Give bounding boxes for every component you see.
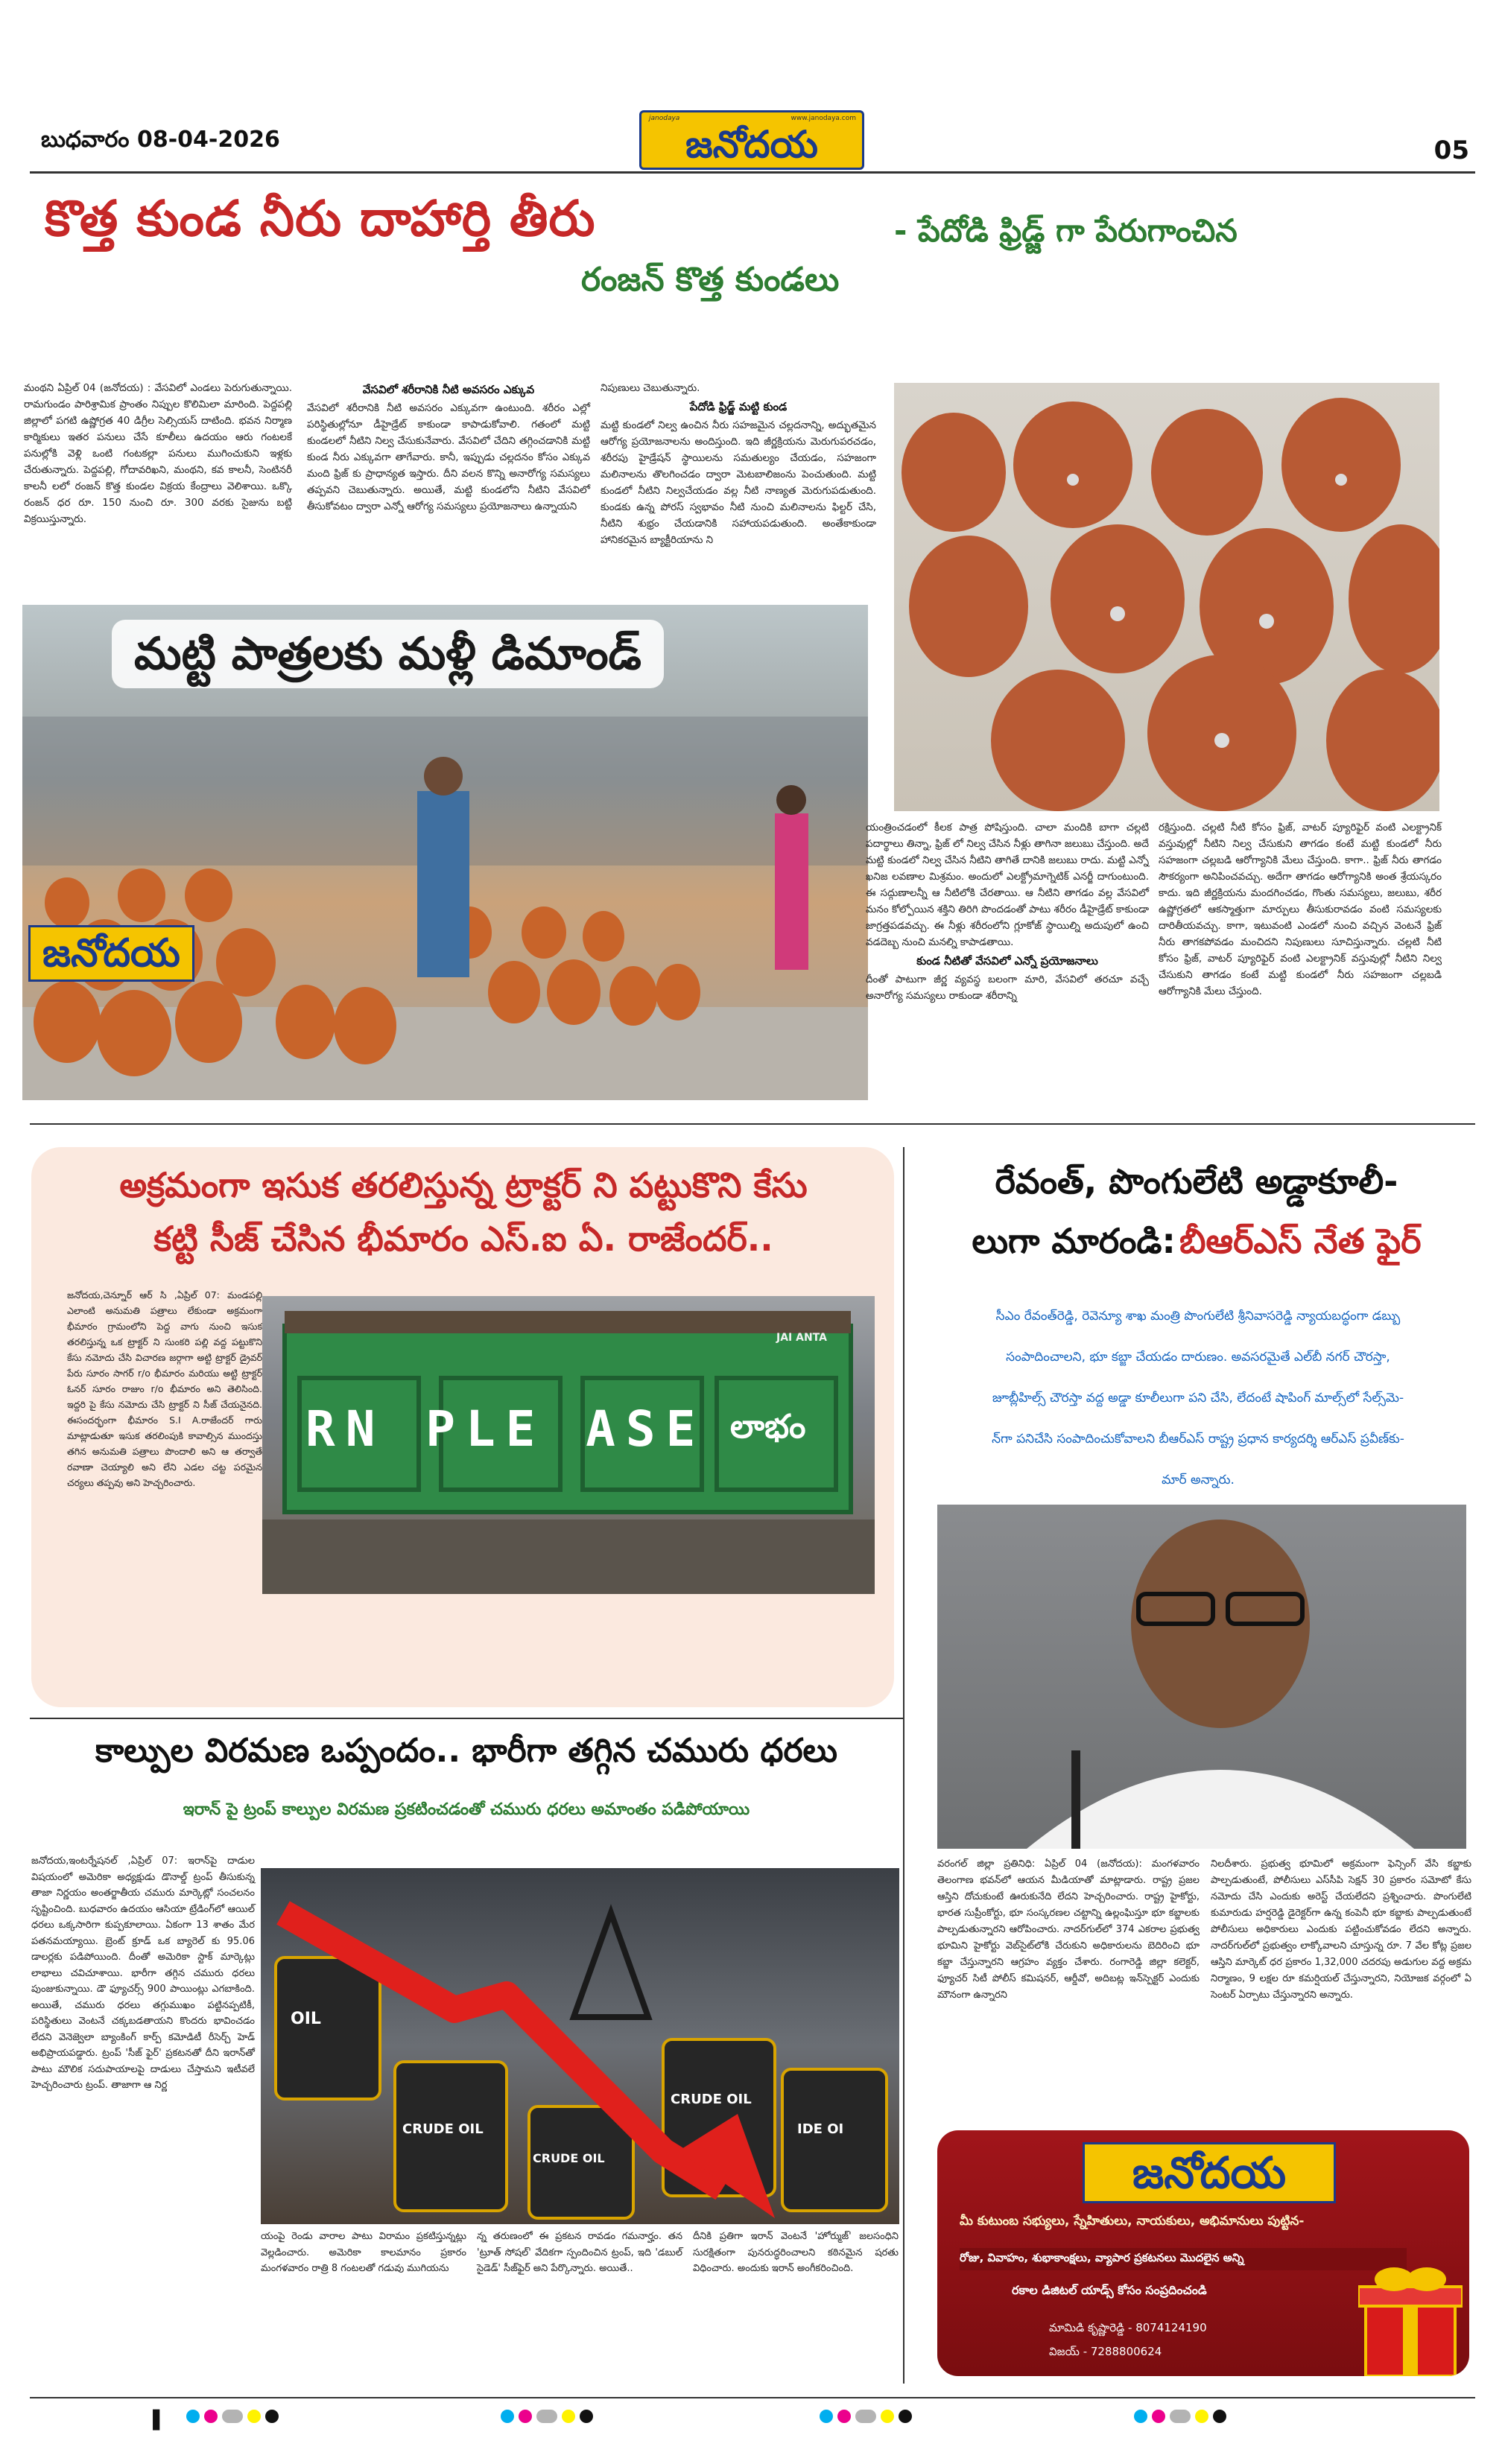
magenta-dot — [204, 2410, 218, 2423]
story1-headline-green-1: - పేదోడి ఫ్రిడ్జ్ గా పేరుగాంచిన — [894, 212, 1238, 249]
story4-col2: యంపై రెండు వారాల పాటు విరామం ప్రకటిస్తున్నట్లు వెల్లడించారు. అమెరికా కాలమానం ప్రకారం మంగళవారం రాత్రి 8 గంటలతో గడువు ముగియను — [261, 2231, 466, 2274]
yellow-dot — [881, 2410, 894, 2423]
story1-col-b2-text: రక్షిస్తుంది. చల్లటి నీటి కోసం ఫ్రిజ్, వాటర్ ప్యూరిఫైర్ వంటి ఎలక్ట్రానిక్ వస్తువుల్లో నీటిని నిల్వ చేసుకుని తాగడం కంటే మట్టి కుండలో నీరు సహజంగా చల్లబడి ఆరోగ్యానికి మేలు చేస్తుంది. కాగా.. ఫ్రిజ్ నీరు తాగడం సౌకర్యంగా అనిపించవచ్చు. అదేగా తాగడం ఆరోగ్యానికి అంత శ్రేయస్కరం కాదు. ఇది జీర్ణక్రియను మందగించడం, గొంతు సమస్యలు, జలుబు, శరీర ఉష్ణోగ్రతలో ఆకస్మాత్తుగా మార్పులు తీసుకురావడం వంటి సమస్యలకు దారితీయవచ్చు. కాగా, ఇటువంటి ఎండలో నుంచి వచ్చిన వెంటనే ఫ్రిజ్ నీరు తాగకపోవడం మంచిదని నిపుణులు సూచిస్తున్నారు. చల్లటి నీటి కోసం ఫ్రిజ్, వాటర్ ప్యూరిఫైర్ వంటి ఎలక్ట్రానిక్ వస్తువుల్లో నీటిని నిల్వ చేసుకుని తాగడం కంటే మట్టి కుండలో నీరు సహజంగా చల్లబడి ఆరోగ్యానికి మేలు చేస్తుంది. — [1159, 822, 1442, 997]
story1-col3-subhead: పేదోడి ఫ్రిడ్జ్ మట్టి కుండ — [689, 400, 788, 413]
story1-col2-subhead: వేసవిలో శరీరానికి నీటి అవసరం ఎక్కువ — [362, 383, 535, 396]
truck-brand: JAI ANTA — [776, 1332, 827, 1344]
black-dot — [265, 2410, 279, 2423]
barrel-label-4: OIL — [291, 2010, 321, 2028]
story1-col-b1-tail: దీంతో పాటుగా జీర్ణ వ్యవస్థ బలంగా మారి, వేసవిలో తరచూ వచ్చే అనారోగ్య సమస్యలు రాకుండా శరీరాన్ని — [866, 974, 1149, 1002]
leader-photo — [937, 1505, 1466, 1849]
barrel-label-2: CRUDE OIL — [671, 2092, 752, 2107]
cyan-dot — [1134, 2410, 1147, 2423]
registration-marks-3 — [820, 2410, 912, 2423]
issue-date: బుధవారం 08-04-2026 — [41, 127, 280, 153]
black-dot — [1213, 2410, 1226, 2423]
cyan-dot — [186, 2410, 200, 2423]
cyan-dot — [820, 2410, 833, 2423]
story1-col1-text: మంథని ఏప్రిల్ 04 (జనోదయ) : వేసవిలో ఎండలు పెరుగుతున్నాయి. రామగుండం పారిశ్రామిక ప్రాంతం నిప్పుల కొలిమిలా మారింది. పెద్దపల్లి జిల్లాలో పగటి ఉష్ణోగ్రత 40 డిగ్రీల సెల్సియస్ దాటింది. భవన నిర్మాణ కార్మికులు ఇతర పనులు చేసే కూలీలు ఉదయం ఆరు గంటలకే పనుల్లోకి వెళ్లి ఒంటి గంటకల్లా పనులు ముగించుకుని ఇళ్లకు చేరుతున్నారు. పెద్దపల్లి, గోదావరిఖని, మంథని, కవ కాలనీ, సెంటినరీ కాలనీ లలో రంజన్ కొత్త కుండల విక్రయ కేంద్రాలు వెలిశాయి. ఒక్కొ రంజన్ ధర రూ. 150 నుంచి రూ. 300 వరకు సైజును బట్టి విక్రయిస్తున్నారు. — [24, 382, 292, 525]
ad-box — [937, 2130, 1469, 2376]
gift-box-icon — [1358, 2257, 1463, 2376]
magenta-dot — [1152, 2410, 1165, 2423]
story1-headline-green-2: రంజన్ కొత్త కుండలు — [581, 261, 840, 299]
story4-subhead: ఇరాన్ పై ట్రంప్ కాల్పుల విరమణ ప్రకటించడంతో చమురు ధరలు అమాంతం పడిపోయాయి — [183, 1800, 750, 1819]
masthead-url: www.janodaya.com — [790, 115, 856, 122]
grey-dot — [222, 2410, 243, 2423]
truck-text: RN PLE ASE — [305, 1400, 706, 1458]
leader-illustration — [937, 1505, 1466, 1849]
story1-col3-text: మట్టి కుండలో నిల్వ ఉంచిన నీరు సహజమైన చల్లదనాన్ని, అద్భుతమైన ఆరోగ్య ప్రయోజనాలను అందిస్తుంది. ఇది జీర్ణక్రియను మెరుగుపరచడం, శరీరపు హైడ్రేషన్ స్థాయిలను సమతుల్యం చేయడం, సహజంగా మలినాలను తొలగించడం ద్వారా మెటబాలిజంను పెంచుతుంది. మట్టి కుండలో నీటిని నిల్వచేయడం వల్ల నీటి నాణ్యత మెరుగుపడుతుంది. కుండకు ఉన్న పోరస్ స్వభావం నీటి నుంచి మలినాలను ఫిల్టర్ చేసి, నీటిని శుభ్రం చేయడానికి సహాయపడుతుంది. అంతేకాకుండా హానికరమైన బ్యాక్టీరియాను ని — [601, 419, 876, 546]
masthead-tag: janodaya — [649, 115, 680, 122]
story1-col2 — [307, 380, 590, 603]
ad-line1: మీ కుటుంబ సభ్యులు, స్నేహితులు, నాయకులు, అభిమానులు పుట్టిన- — [960, 2214, 1305, 2229]
story3-blue-line-2: సంపాదించాలని, భూ కబ్జా చేయడం దారుణం. అవసరమైతే ఎల్‌బీ నగర్ చౌరస్తా, — [1006, 1350, 1390, 1365]
grey-dot — [1170, 2410, 1191, 2423]
story2-body: జనోదయ,చెన్నూర్ ఆర్ సి ,ఏప్రిల్ 07: మండపల్లి ఎలాంటి అనుమతి పత్రాలు లేకుండా అక్రమంగా భీమారం గ్రామంలోని పెద్ద వాగు నుంచి ఇసుక తరలిస్తున్న ఒక ట్రాక్టర్ ని సుంకరి పల్లి వద్ద పట్టుకొని కేసు నమోదు చేసి విచారణ జర్గాగా అట్టి ట్రాక్టర్ డ్రైవర్ పేరు సూరం సాగర్ r/o భీమారం మరియు అట్టి ట్రాక్టర్ ఓనర్ సూరం రాజుం r/o భీమారం అని తెలిసింది. ఇద్దరి పై కేసు నమోదు చేసి ట్రాక్టర్ ని సీజ్ చేయనైనది. ఈసందర్భంగా భీమారం S.I A.రాజేందర్ గారు మాట్లాడుతూ ఇసుక తరలింపుకి కావాల్సిన ముందస్తు తగిన అనుమతి పత్రాలు పొందాలి అని ఆ తర్వాతే రవాణా చెయ్యాలి అని లేని ఎడల చట్ట పరమైన చర్యలు తప్పవు అని హెచ్చరించారు. — [67, 1289, 262, 1488]
registration-marks-2 — [501, 2410, 593, 2423]
story2-headline-1: అక్రమంగా ఇసుక తరలిస్తున్న ట్రాక్టర్ ని పట్టుకొని కేసు — [119, 1165, 808, 1205]
registration-marks-1 — [186, 2410, 279, 2423]
story1-col1 — [24, 380, 292, 603]
truck-side-word: లాభం — [730, 1408, 806, 1446]
story1-col-b1-text: యంత్రించడంలో కీలక పాత్ర పోషిస్తుంది. చాలా మందికి బాగా చల్లటి పదార్థాలు తిన్నా, ఫ్రిజ్ లో నిల్వ చేసిన నీళ్లు తాగినా జలుబు చేస్తుంది. అదే మట్టి కుండలో నిల్వ చేసిన నీటిని తాగితే దానికి జలుబు రాదు. మట్టి ఎన్నో ఖనిజ లవణాల మిశ్రమం. అందులో ఎలక్ట్రోమాగ్నెటిక్ ఎనర్జీ దాగుంటుంది. ఈ సద్గుణాలన్నీ ఆ నీటిలోకి చేరతాయి. ఆ నీటిని తాగడం వల్ల వేసవిలో మనం కోల్పోయిన శక్తిని తిరిగి పొందడంతో పాటు శరీరం డీహైడ్రేట్ కాకుండా జాగ్రత్తపడవచ్చు. ఈ నీళ్లు శరీరంలోని గ్లూకోజ్ స్థాయిల్ని అదుపులో ఉంచి వడదెబ్బ నుంచి మనల్ని కాపాడతాయి. — [866, 822, 1149, 948]
story3-blue-line-5: మార్ అన్నారు. — [1162, 1473, 1235, 1487]
story3-col1: వరంగల్ జిల్లా ప్రతినిధి: ఏప్రిల్ 04 (జనోదయ): మంగళవారం తెలంగాణ భవన్‌లో ఆయన మీడియాతో మాట్లాడారు. రాష్ట్ర ప్రజల ఆస్తిని దోచుకుంటే ఊరుకునేది లేదని హెచ్చరించారు. రాష్ట్ర హైకోర్టు, భారత సుప్రీంకోర్టు, భూ సంస్కరణల చట్టాన్ని ఉల్లంఘిస్తూ భూ కబ్జాలకు పాల్పడుతున్నారని ఆరోపించారు. నాదర్‌గుల్‌లో 374 ఎకరాల ప్రభుత్వ భూమిని హైకోర్టు వెబ్‌సైట్‌లోకి చేరుకుని అధికారులను బెదిరించి భూ కబ్జా చేస్తున్నారని ఆగ్రహం వ్యక్తం చేశారు. రంగారెడ్డి జిల్లా కలెక్టర్, ఫ్యూచర్ సిటీ పోలీస్ కమిషనర్, ఆర్డీవో, అదిబట్ల ఇన్‌స్పెక్టర్ ఎందుకు మౌనంగా ఉన్నారని — [937, 1858, 1200, 2001]
story1-headline — [45, 186, 1460, 298]
story1-col-b1-subhead: కుండ నీటితో వేసవిలో ఎన్నో ప్రయోజనాలు — [916, 954, 1098, 968]
oil-price-photo — [261, 1868, 899, 2224]
story2-box — [31, 1147, 894, 1707]
cyan-dot — [501, 2410, 514, 2423]
ad-contact-2: విజయ్ - 7288800624 — [1049, 2345, 1162, 2358]
masthead — [639, 110, 864, 170]
footer-marker: ❚ — [148, 2406, 165, 2430]
story1-col-b1 — [866, 819, 1149, 1102]
story1-col3-lead: నిపుణులు చెబుతున్నారు. — [601, 382, 700, 394]
story3-blue-line-3: జూబ్లీహిల్స్ చౌరస్తా వద్ద అడ్డా కూలీలుగా పని చేసి, లేదంటే షాపింగ్ మాల్స్‌లో సేల్స్‌మె- — [992, 1391, 1404, 1406]
story2-headline-2: కట్టి సీజ్ చేసిన భీమారం ఎస్.ఐ ఏ. రాజేందర్.. — [153, 1219, 773, 1259]
story4-rule-top — [30, 1718, 903, 1719]
story1-headline-red: కొత్త కుండ నీరు దాహార్తి తీరు — [45, 190, 596, 247]
black-dot — [899, 2410, 912, 2423]
masthead-title: జనోదయ — [685, 123, 818, 166]
story3-headline-red: బీఆర్ఎస్ నేత ఫైర్ — [1179, 1221, 1422, 1261]
page-number: 05 — [1433, 136, 1469, 165]
magenta-dot — [519, 2410, 532, 2423]
ad-contact-1: మామిడి కృష్ణారెడ్డి - 8074124190 — [1049, 2321, 1207, 2334]
clay-pots-illustration — [894, 383, 1439, 811]
story1-col-b2 — [1159, 819, 1442, 1102]
footer-rule — [30, 2397, 1475, 2398]
grey-dot — [536, 2410, 557, 2423]
magenta-dot — [837, 2410, 851, 2423]
story3-blue-line-4: న్‌గా పనిచేసి సంపాదించుకోవాలని బీఆర్ఎస్ రాష్ట్ర ప్రధాన కార్యదర్శి ఆర్ఎస్ ప్రవీణ్‌కు- — [992, 1432, 1404, 1447]
story4-col4: దీనికి ప్రతిగా ఇరాన్ వెంటనే 'హోర్ముజ్' జలసంధిని సురక్షితంగా పునరుద్ధరించాలని కఠినమైన షరతు విధించారు. అందుకు ఇరాన్ అంగీకరించింది. — [693, 2231, 899, 2274]
barrel-label-5: IDE OI — [797, 2121, 844, 2137]
story4-col1: జనోదయ,ఇంటర్నేషనల్ ,ఏప్రిల్ 07: ఇరాన్‌పై దాడుల విషయంలో అమెరికా అధ్యక్షుడు డొనాల్డ్ ట్రంప్ తీసుకున్న తాజా నిర్ణయం అంతర్జాతీయ చమురు మార్కెట్లో సంచలనం సృష్టించింది. బుధవారం ఉదయం ఆసియా ట్రేడింగ్‌లో ఆయిల్ ధరలు ఒక్కసారిగా కుప్పకూలాయి. ఏకంగా 13 శాతం మేర పతనమయ్యాయి. బ్రెంట్ క్రూడ్ ఒక బ్యారెల్ కు 95.06 డాలర్లకు పడిపోయింది. దీంతో అమెరికా స్టాక్ మార్కెట్లు లాభాలు చవిచూశాయి. భారీగా తగ్గిన చమురు ధరలు పుంజుకున్నాయి. డౌ ఫ్యూచర్స్ 900 పాయింట్లు ఎగబాకింది. అయితే, చమురు ధరలు తగ్గుముఖం పట్టినప్పటికీ, పరిస్థితులు వెంటనే చక్కబడతాయని కొందరు భావించడం లేదని వెనెజ్వెలా బ్యాంకింగ్ కార్ప్ కమోడిటీ రీసెర్చ్ హెడ్ అభిప్రాయపడ్డారు. ట్రంప్ 'సీజ్ ఫైర్' ప్రకటనతో దీని ఇరాన్‌తో పాటు మౌలిక సదుపాయాలపై దాడులు చేస్తామని ఇటీవలే హెచ్చరించారు ట్రంప్. తాజాగా ఆ నిర్ణ — [31, 1855, 255, 2091]
yellow-dot — [247, 2410, 261, 2423]
clay-pots-photo — [894, 383, 1439, 811]
ad-line3: రకాల డిజిటల్ యాడ్స్ కోసం సంప్రదించండి — [1012, 2283, 1207, 2297]
barrel-label-1: CRUDE OIL — [402, 2121, 484, 2137]
yellow-dot — [562, 2410, 575, 2423]
story4-col3: న్న తరుణంలో ఈ ప్రకటన రావడం గమనార్హం. తన 'ట్రూత్ సోషల్' వేదికగా స్పందించిన ట్రంప్, ఇది 'డబుల్ సైడెడ్' సీజ్‌ఫైర్ అని పేర్కొన్నారు. అయితే.. — [477, 2231, 682, 2274]
story3-blue-line-1: సీఎం రేవంత్‌రెడ్డి, రెవెన్యూ శాఖ మంత్రి పొంగులేటి శ్రీనివాసరెడ్డి న్యాయబద్ధంగా డబ్బు — [995, 1309, 1401, 1324]
story3-col2: నిలదీశారు. ప్రభుత్వ భూమిలో అక్రమంగా ఫెన్సింగ్ వేసి కబ్జాకు పాల్పడుతుంటే, పోలీసులు ఎస్‌సీపి సెక్షన్ 30 ప్రకారం సమోటో కేసు నమోదు చేసి ఎందుకు అరెస్ట్ చేయలేదని ప్రశ్నించారు. పొంగులేటి కుమారుడు హర్షరెడ్డి డైరెక్టర్‌గా ఉన్న కంపెనీ భూ కబ్జాకు పాల్పడుతుంటే పోలీసులు అధికారులు ఎందుకు పట్టించుకోవడం లేదని అన్నారు. నాదర్‌గుల్‌లో ప్రభుత్వం లాక్కోవాలని చూస్తున్న రూ. 7 వేల కోట్ల ప్రజల ఆస్తిని మార్కెట్ ధర ప్రకారం 1,32,000 చదరపు అడుగుల వద్ద అక్రమ నిర్మాణం, 9 లక్షల రూ కమర్షియల్ చేస్తున్నారని, నియోజక వర్గంలో ఏ సెంటర్ ఏర్పాటు చేస్తున్నారని అన్నారు. — [1211, 1858, 1471, 2001]
story4-headline: కాల్పుల విరమణ ఒప్పందం.. భారీగా తగ్గిన చమురు ధరలు — [95, 1732, 837, 1770]
grey-dot — [855, 2410, 876, 2423]
story3-headline — [918, 1155, 1475, 1289]
header-rule — [30, 171, 1475, 174]
photo-banner: మట్టి పాత్రలకు మళ్లీ డిమాండ్ — [112, 620, 664, 688]
story3-blue-deck — [922, 1296, 1474, 1501]
story2-divider — [903, 1147, 904, 2384]
black-dot — [580, 2410, 593, 2423]
ad-masthead: జనోదయ — [1083, 2142, 1336, 2203]
story1-col3 — [601, 380, 876, 603]
oil-price-illustration — [261, 1868, 899, 2224]
barrel-label-3: CRUDE OIL — [533, 2151, 605, 2165]
pottery-market-photo — [22, 605, 868, 1100]
yellow-dot — [1195, 2410, 1208, 2423]
registration-marks-4 — [1134, 2410, 1226, 2423]
story1-col2-text: వేసవిలో శరీరానికి నీటి అవసరం ఎక్కువగా ఉంటుంది. శరీరం ఎల్లో పరిస్థితుల్లోనూ డీహైడ్రేట్ కాకుండా కాపాడుకోవాలి. గతంలో మట్టి కుండలలో నీటిని నిల్వ చేసుకునేవారు. వేసవిలో చేదిని తగ్గించడానికి మట్టి కుండ నీరు ఎక్కువగా తాగేవారు. కానీ, ఇప్పుడు చల్లదనం కోసం ఎక్కువ మంది ఫ్రిజ్ కు ప్రాధాన్యత ఇస్తారు. దీని వలన కొన్ని అనారోగ్య సమస్యలు తప్పవని చెబుతున్నారు. అయితే, మట్టి కుండలోని నీటిని వేసవిలో తీసుకోవటం ద్వారా ఎన్నో ఆరోగ్య సమస్యలు ప్రయోజనాలు ఉన్నాయని — [307, 402, 590, 512]
story3-headline-2: లుగా మారండి: — [972, 1221, 1176, 1261]
photo-watermark: జనోదయ — [28, 925, 194, 982]
ad-line2: రోజు, వివాహం, శుభాకాంక్షలు, వ్యాపార ప్రకటనలు మొదలైన అన్ని — [960, 2248, 1407, 2270]
section-rule-1 — [30, 1123, 1475, 1125]
tractor-photo — [262, 1296, 875, 1594]
story3-headline-1: రేవంత్, పొంగులేటి అడ్డాకూలీ- — [995, 1161, 1398, 1201]
